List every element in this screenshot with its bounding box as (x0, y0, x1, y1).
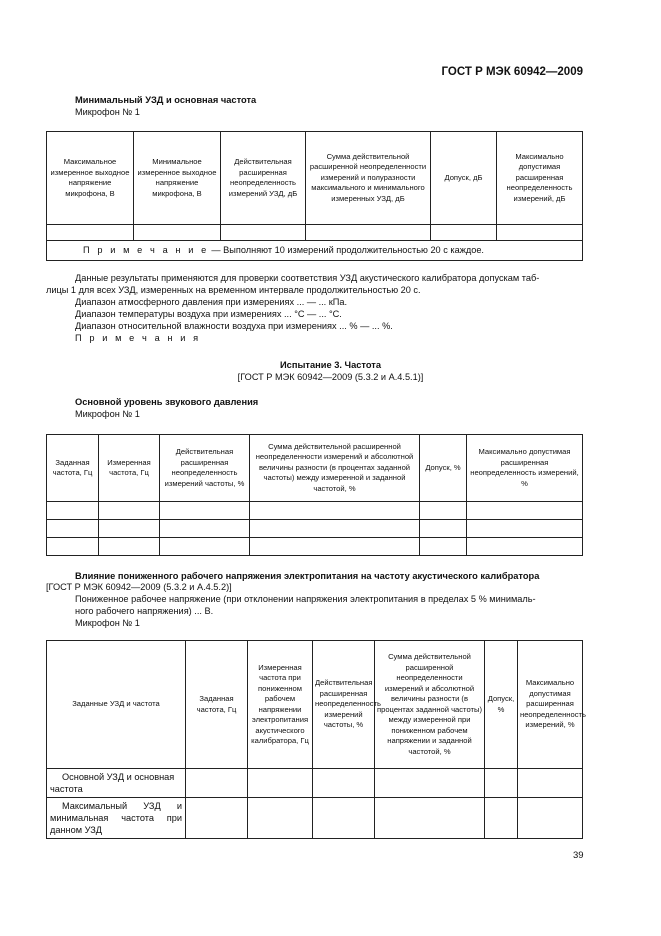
table-cell[interactable] (431, 225, 497, 241)
col-header-measured-frequency: Измеренная частота при пониженном рабочем напряжении электропитания акустического калибратора, Гц (248, 641, 313, 769)
col-header-uncertainty: Действительная расширенная неопределенность измерений частоты, % (160, 435, 250, 502)
col-header-tolerance: Допуск, дБ (431, 132, 497, 225)
section3-microphone: Микрофон № 1 (75, 618, 140, 628)
table-cell[interactable] (485, 798, 518, 839)
table-cell[interactable] (186, 769, 248, 798)
row-label: Основной УЗД и основная частота (47, 769, 186, 798)
col-header-set-frequency: Заданная частота, Гц (47, 435, 99, 502)
table-cell[interactable] (420, 502, 467, 520)
section2-microphone: Микрофон № 1 (75, 409, 140, 419)
table-cell[interactable] (250, 520, 420, 538)
paragraph-line: ного рабочего напряжения) ... В. (75, 606, 214, 616)
col-header-max-uncertainty: Максимально допустимая расширенная неопределенность измерений, % (467, 435, 583, 502)
col-header-sum: Сумма действительной расширенной неопределенности измерений и полуразности максимального и минимального измеренных УЗД, дБ (306, 132, 431, 225)
col-header-measured-frequency: Измеренная частота, Гц (99, 435, 160, 502)
table-cell[interactable] (99, 538, 160, 556)
table-cell[interactable] (306, 225, 431, 241)
standard-header: ГОСТ Р МЭК 60942—2009 (441, 66, 583, 78)
table-cell[interactable] (248, 769, 313, 798)
table-cell[interactable] (518, 769, 583, 798)
table-cell[interactable] (99, 520, 160, 538)
table-cell[interactable] (497, 225, 583, 241)
col-header-sum: Сумма действительной расширенной неопределенности измерений и абсолютной величины разности (в процентах заданной частоты) между измеренной при пониженном рабочем напряжении и заданной частотой, % (375, 641, 485, 769)
table-row (47, 798, 583, 839)
table-cell[interactable] (250, 502, 420, 520)
col-header-max-uncertainty: Максимально допустимая расширенная неопределенность измерений, дБ (497, 132, 583, 225)
col-header-max-uncertainty: Максимально допустимая расширенная неопределенность измерений, % (518, 641, 583, 769)
col-header-set-frequency: Заданная частота, Гц (186, 641, 248, 769)
humidity-range: Диапазон относительной влажности воздуха при измерениях ... % — ... %. (75, 321, 393, 331)
table-cell[interactable] (375, 798, 485, 839)
table-cell[interactable] (160, 520, 250, 538)
table-row (47, 502, 583, 520)
notes-label: П р и м е ч а н и я (75, 333, 201, 343)
table-cell[interactable] (160, 502, 250, 520)
table-cell[interactable] (186, 798, 248, 839)
section3-reference: [ГОСТ Р МЭК 60942—2009 (5.3.2 и А.4.5.2)] (46, 582, 232, 592)
table-cell[interactable] (485, 769, 518, 798)
table-cell[interactable] (221, 225, 306, 241)
table-cell[interactable] (99, 502, 160, 520)
page-number: 39 (573, 850, 584, 861)
table-cell[interactable] (420, 538, 467, 556)
table-low-voltage (46, 640, 586, 839)
paragraph-line: Пониженное рабочее напряжение (при отклонении напряжения электропитания в пределах 5 % минималь- (75, 594, 536, 604)
table-cell[interactable] (467, 502, 583, 520)
paragraph-line: Данные результаты применяются для проверки соответствия УЗД акустического калибратора допускам таб- (75, 273, 540, 283)
section1-heading: Минимальный УЗД и основная частота (75, 95, 257, 105)
col-header-min-voltage: Минимальное измеренное выходное напряжение микрофона, В (134, 132, 221, 225)
col-header-max-voltage: Максимальное измеренное выходное напряжение микрофона, В (47, 132, 134, 225)
table-cell[interactable] (47, 502, 99, 520)
test3-title: Испытание 3. Частота (279, 360, 382, 370)
table-row (47, 538, 583, 556)
note-text: — Выполняют 10 измерений продолжительностью 20 с каждое. (208, 245, 484, 256)
table-row (47, 769, 583, 798)
table-cell[interactable] (313, 798, 375, 839)
section3-heading: Влияние пониженного рабочего напряжения электропитания на частоту акустического калибратора (75, 571, 540, 581)
table-cell[interactable] (420, 520, 467, 538)
table-cell[interactable] (47, 520, 99, 538)
table-row (47, 225, 583, 241)
row-label: Максимальный УЗД и минимальная частота при данном УЗД (47, 798, 186, 839)
table-cell[interactable] (248, 798, 313, 839)
table-frequency (46, 434, 583, 556)
table-cell[interactable] (467, 520, 583, 538)
col-header-tolerance: Допуск, % (420, 435, 467, 502)
pressure-range: Диапазон атмосферного давления при измерениях ... — ... кПа. (75, 297, 348, 307)
section1-microphone: Микрофон № 1 (75, 107, 140, 117)
col-header-sum: Сумма действительной расширенной неопределенности измерений и абсолютной величины разности (в процентах заданной частоты) между измеренной и заданной частотой, % (250, 435, 420, 502)
table-note (47, 241, 583, 261)
table-cell[interactable] (47, 225, 134, 241)
col-header-uncertainty: Действительная расширенная неопределенность измерений частоты, % (313, 641, 375, 769)
table-cell[interactable] (313, 769, 375, 798)
table-sound-level (46, 131, 583, 261)
col-header-tolerance: Допуск, % (485, 641, 518, 769)
note-label: П р и м е ч а н и е (83, 245, 209, 256)
table-cell[interactable] (518, 798, 583, 839)
paragraph-line: лицы 1 для всех УЗД, измеренных на временном интервале продолжительностью 20 с. (46, 285, 421, 295)
table-cell[interactable] (47, 538, 99, 556)
test3-reference: [ГОСТ Р МЭК 60942—2009 (5.3.2 и А.4.5.1)] (237, 372, 424, 382)
temperature-range: Диапазон температуры воздуха при измерениях ... °С — ... °С. (75, 309, 342, 319)
col-header-uncertainty: Действительная расширенная неопределенность измерений УЗД, дБ (221, 132, 306, 225)
col-header-set-level-frequency: Заданные УЗД и частота (47, 641, 186, 769)
table-cell[interactable] (134, 225, 221, 241)
table-cell[interactable] (160, 538, 250, 556)
table-cell[interactable] (467, 538, 583, 556)
table-row (47, 520, 583, 538)
table-cell[interactable] (250, 538, 420, 556)
section2-heading: Основной уровень звукового давления (75, 397, 259, 407)
table-cell[interactable] (375, 769, 485, 798)
